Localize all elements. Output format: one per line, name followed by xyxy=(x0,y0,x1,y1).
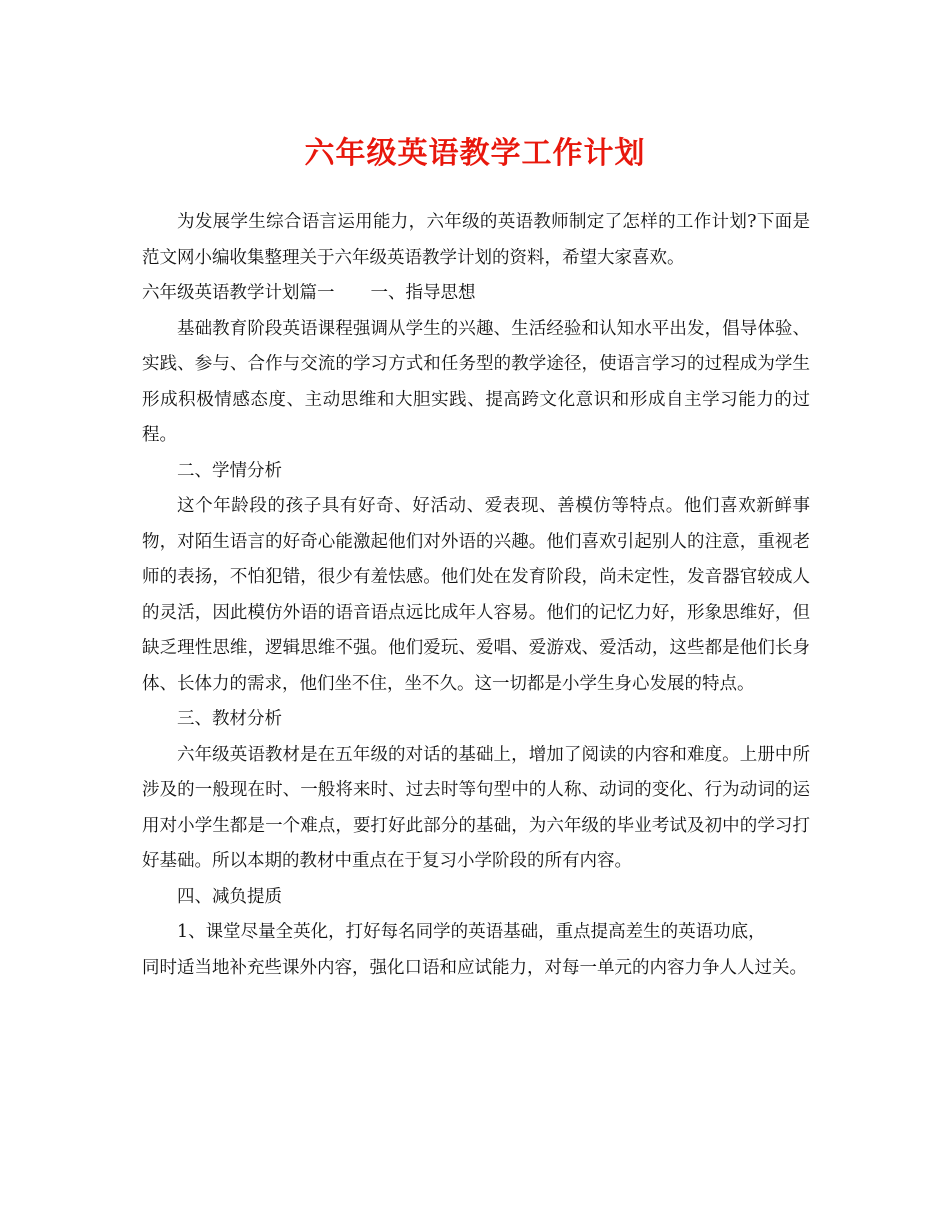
section-1-paragraph: 基础教育阶段英语课程强调从学生的兴趣、生活经验和认知水平出发，倡导体验、实践、参与、合作与交流的学习方式和任务型的教学途径，使语言学习的过程成为学生形成积极情感态度、主动思维和大胆实践、提高跨文化意识和形成自主学习能力的过程。 xyxy=(142,318,810,445)
document-body xyxy=(142,205,810,986)
document-title: 六年级英语教学工作计划 xyxy=(304,136,646,171)
section-3-paragraph: 六年级英语教材是在五年级的对话的基础上，增加了阅读的内容和难度。上册中所涉及的一般现在时、一般将来时、过去时等句型中的人称、动词的变化、行为动词的运用对小学生都是一个难点，要打好此部分的基础，为六年级的毕业考试及初中的学习打好基础。所以本期的教材中重点在于复习小学阶段的所有内容。 xyxy=(142,744,810,871)
section-3-heading: 三、教材分析 xyxy=(177,709,282,729)
section-2-heading: 二、学情分析 xyxy=(177,460,282,481)
section-1-heading-row xyxy=(142,276,810,312)
section-2-paragraph: 这个年龄段的孩子具有好奇、好活动、爱表现、善模仿等特点。他们喜欢新鲜事物，对陌生语言的好奇心能激起他们对外语的兴趣。他们喜欢引起别人的注意，重视老师的表扬，不怕犯错，很少有羞怯感。他们处在发育阶段，尚未定性，发音器官较成人的灵活，因此模仿外语的语音语点远比成年人容易。他们的记忆力好，形象思维好，但缺乏理性思维，逻辑思维不强。他们爱玩、爱唱、爱游戏、爱活动，这些都是他们长身体、长体力的需求，他们坐不住，坐不久。这一切都是小学生身心发展的特点。 xyxy=(142,496,810,694)
section-4-paragraph-1: 1、课堂尽量全英化，打好每名同学的英语基础，重点提高差生的英语功底， xyxy=(177,922,766,942)
section-4-heading: 四、减负提质 xyxy=(177,886,282,907)
section-4-paragraph-2: 同时适当地补充些课外内容，强化口语和应试能力，对每一单元的内容力争人人过关。 xyxy=(142,957,807,978)
section-label: 六年级英语教学计划篇一 xyxy=(142,283,335,303)
intro-paragraph: 为发展学生综合语言运用能力，六年级的英语教师制定了怎样的工作计划?下面是范文网小编收集整理关于六年级英语教学计划的资料，希望大家喜欢。 xyxy=(142,212,810,268)
section-1-heading: 一、指导思想 xyxy=(370,283,476,303)
